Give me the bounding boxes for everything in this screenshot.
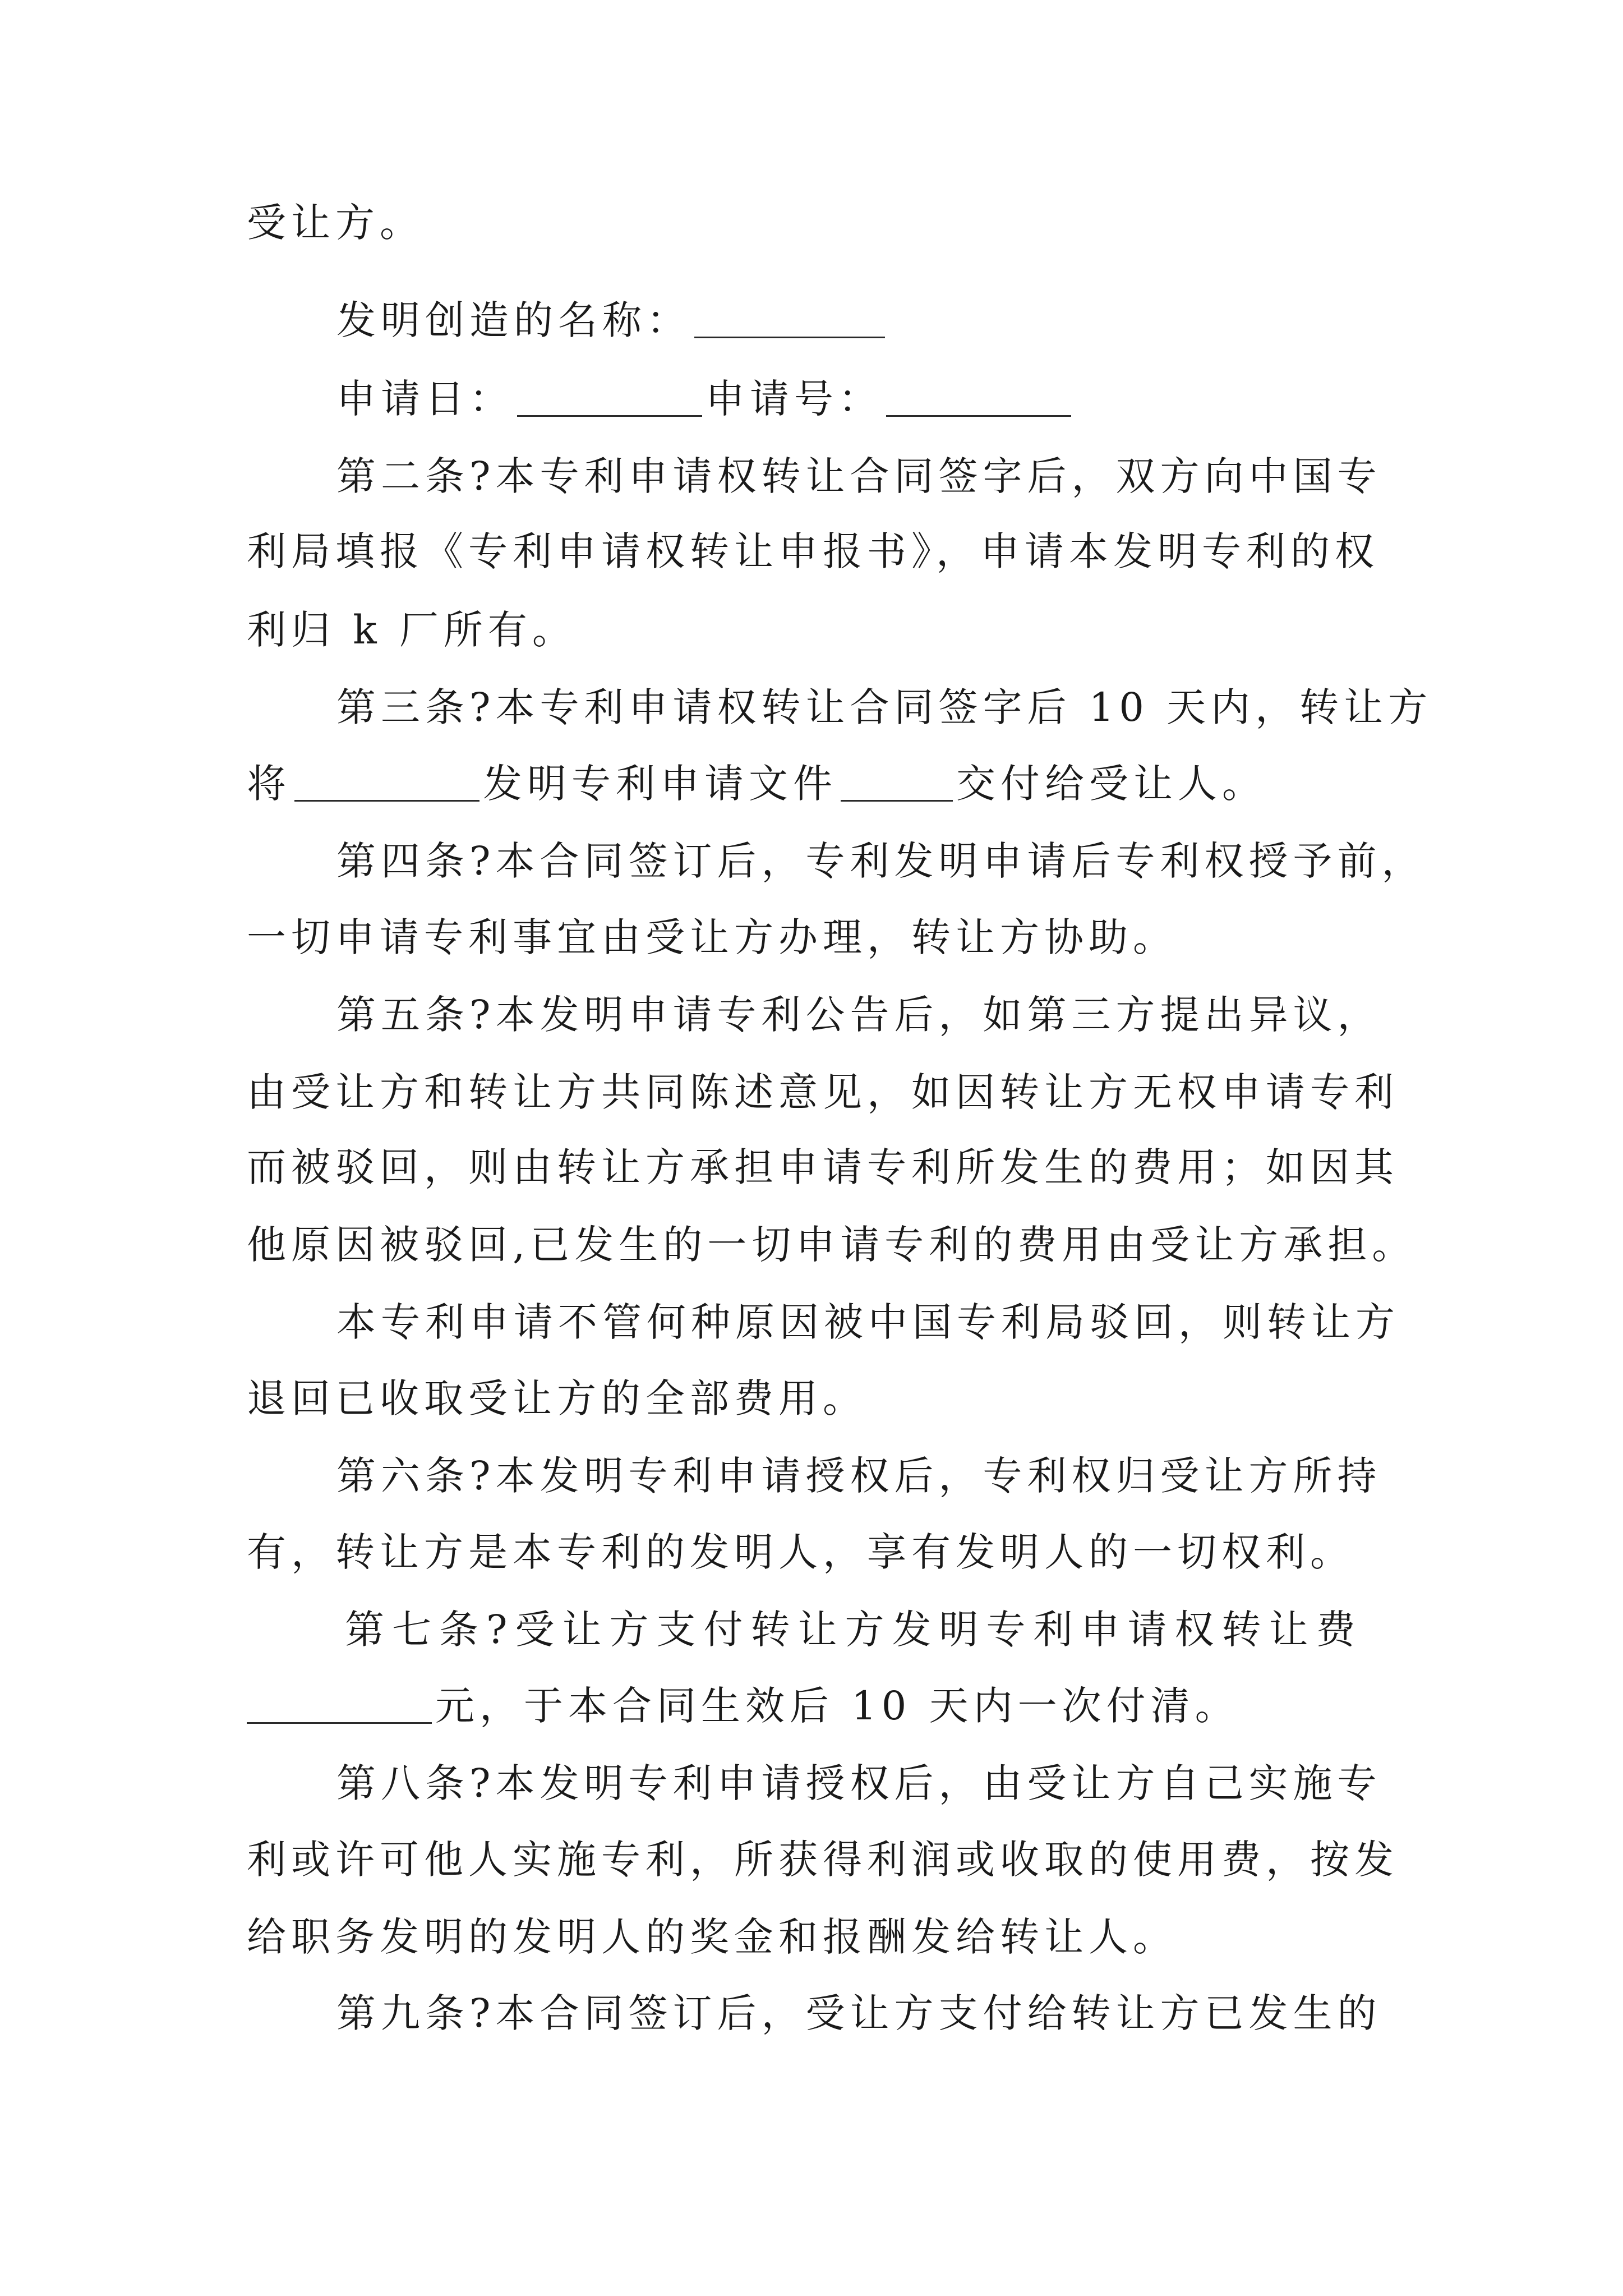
application-date-label: 申请日：	[336, 376, 514, 422]
text-line-content: 受让方。	[247, 200, 424, 246]
text-line	[247, 192, 1391, 254]
article-8-line-2	[247, 1829, 1399, 1890]
application-number-label: 申请号：	[706, 376, 883, 422]
text-line-content: 一切申请专利事宜由受让方办理，转让方协助。	[247, 914, 1177, 960]
article-4-line-2	[247, 907, 1391, 968]
text-line-content: 第二条?本专利申请权转让合同签字后，双方向中国专	[336, 453, 1382, 499]
text-line-content: 第四条?本合同签订后，专利发明申请后专利权授予前，	[336, 838, 1426, 884]
transfer-party-blank	[294, 761, 479, 802]
article-3-line-1	[336, 677, 1433, 738]
text-line-content: 由受让方和转让方共同陈述意见，如因转让方无权申请专利	[247, 1069, 1399, 1115]
application-number-blank	[886, 376, 1071, 417]
article-9-line-1	[336, 1982, 1391, 2044]
text-line-content: 第九条?本合同签订后，受让方支付给转让方已发生的	[336, 1990, 1382, 2036]
article-2-line-2	[247, 521, 1391, 582]
text-line-content: 第七条?受让方支付转让方发明专利申请权转让费	[345, 1607, 1363, 1653]
text-line-content: 退回已收取受让方的全部费用。	[247, 1375, 867, 1421]
article-2-line-1	[336, 445, 1391, 507]
text-line-content: 本专利申请不管何种原因被中国专利局驳回，则转让方	[336, 1299, 1400, 1345]
article-3-line-2	[247, 753, 1391, 815]
refund-line-1	[336, 1291, 1400, 1353]
text-line-content: 第三条?本专利申请权转让合同签字后 10 天内，转让方	[336, 684, 1433, 730]
text-line-content: 第八条?本发明专利申请授权后，由受让方自己实施专	[336, 1760, 1382, 1806]
application-info-line	[336, 368, 1391, 430]
refund-line-2	[247, 1368, 1391, 1429]
invention-name-blank	[694, 297, 885, 338]
invention-name-label: 发明创造的名称：	[336, 297, 691, 343]
fee-amount-blank	[247, 1683, 432, 1724]
article-7-line-2	[247, 1675, 1391, 1737]
article-5-line-2	[247, 1061, 1399, 1123]
text-segment: 交付给受让人。	[956, 761, 1266, 807]
text-line-content: 有，转让方是本专利的发明人，享有发明人的一切权利。	[247, 1529, 1354, 1575]
text-line-content: 而被驳回，则由转让方承担申请专利所发生的费用；如因其	[247, 1144, 1399, 1190]
article-6-line-1	[336, 1445, 1391, 1507]
invention-name-line	[336, 289, 1391, 351]
text-segment: 元，于本合同生效后 10 天内一次付清。	[435, 1683, 1239, 1729]
article-6-line-2	[247, 1521, 1391, 1583]
article-5-line-1	[336, 984, 1391, 1046]
article-8-line-3	[247, 1906, 1391, 1968]
article-2-line-3	[247, 599, 1391, 661]
text-line-content: 利局填报《专利申请权转让申报书》，申请本发明专利的权	[247, 528, 1379, 574]
article-8-line-1	[336, 1752, 1391, 1814]
text-segment: 发明专利申请文件	[483, 761, 837, 807]
text-line-content: 第六条?本发明专利申请授权后，专利权归受让方所持	[336, 1453, 1382, 1499]
document-blank	[841, 761, 953, 802]
article-4-line-1	[336, 830, 1426, 892]
text-segment: 将	[247, 761, 291, 807]
text-line-content: 利或许可他人实施专利，所获得利润或收取的使用费，按发	[247, 1837, 1399, 1883]
text-line-content: 给职务发明的发明人的奖金和报酬发给转让人。	[247, 1914, 1177, 1960]
application-date-blank	[517, 376, 702, 417]
article-5-line-4	[247, 1214, 1417, 1276]
article-5-line-3	[247, 1137, 1399, 1198]
text-line-content: 利归 k 厂所有。	[247, 607, 577, 653]
article-7-line-1	[345, 1599, 1391, 1660]
text-line-content: 第五条?本发明申请专利公告后，如第三方提出异议，	[336, 992, 1382, 1038]
text-line-content: 他原因被驳回,已发生的一切申请专利的费用由受让方承担。	[247, 1222, 1417, 1268]
